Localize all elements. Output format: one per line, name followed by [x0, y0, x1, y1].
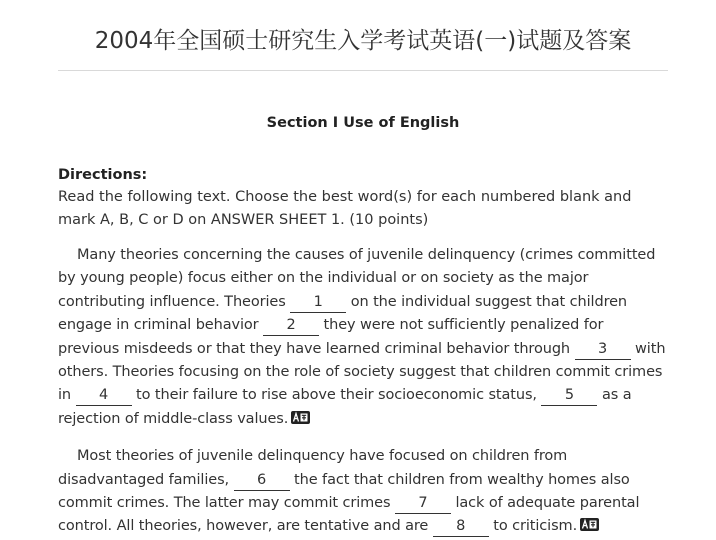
- title-divider: [58, 70, 668, 71]
- blank-2: 2: [263, 316, 319, 336]
- paragraph-text: Many theories concerning the causes of juvenile delinquency (crimes committed by young people) focus either on the individual or on society as the major contributing influence. Theories: [58, 247, 656, 310]
- page-title: 2004年全国硕士研究生入学考试英语(一)试题及答案: [94, 28, 632, 54]
- blank-7: 7: [395, 494, 451, 514]
- blank-6: 6: [234, 471, 290, 491]
- paragraph-text: lack of adequate parental control. All theories, however, are tentative and are: [58, 495, 640, 535]
- section-title: Section I Use of English: [266, 115, 460, 131]
- blank-4: 4: [76, 386, 132, 406]
- blank-8: 8: [433, 517, 489, 537]
- paragraph-text: Most theories of juvenile delinquency have focused on children from disadvantaged families,: [58, 448, 568, 488]
- blank-3: 3: [575, 340, 631, 360]
- directions-label: Directions:: [58, 167, 148, 183]
- blank-1: 1: [290, 293, 346, 313]
- paragraph-text: with others. Theories focusing on the role of society suggest that children commit crimes in: [58, 340, 666, 404]
- paragraph-1: [58, 244, 668, 431]
- paragraph-text: the fact that children from wealthy homes also commit crimes. The latter may commit crimes: [58, 471, 630, 512]
- paragraph-2: [58, 445, 668, 539]
- paragraph-text: they were not sufficiently penalized for previous misdeeds or that they have learned criminal behavior through: [58, 317, 604, 357]
- blank-5: 5: [541, 386, 597, 406]
- paragraph-text: to their failure to rise above their socioeconomic status,: [131, 387, 542, 404]
- paragraph-text: on the individual suggest that children engage in criminal behavior: [58, 293, 628, 334]
- directions-text: Read the following text. Choose the best word(s) for each numbered blank and mark A, B, C or D on ANSWER SHEET 1. (10 points): [58, 189, 632, 228]
- translate-icon[interactable]: [291, 409, 310, 422]
- paragraph-text: to criticism.: [488, 518, 578, 535]
- paragraph-text: as a rejection of middle-class values.: [58, 387, 632, 427]
- document-page: [58, 0, 668, 539]
